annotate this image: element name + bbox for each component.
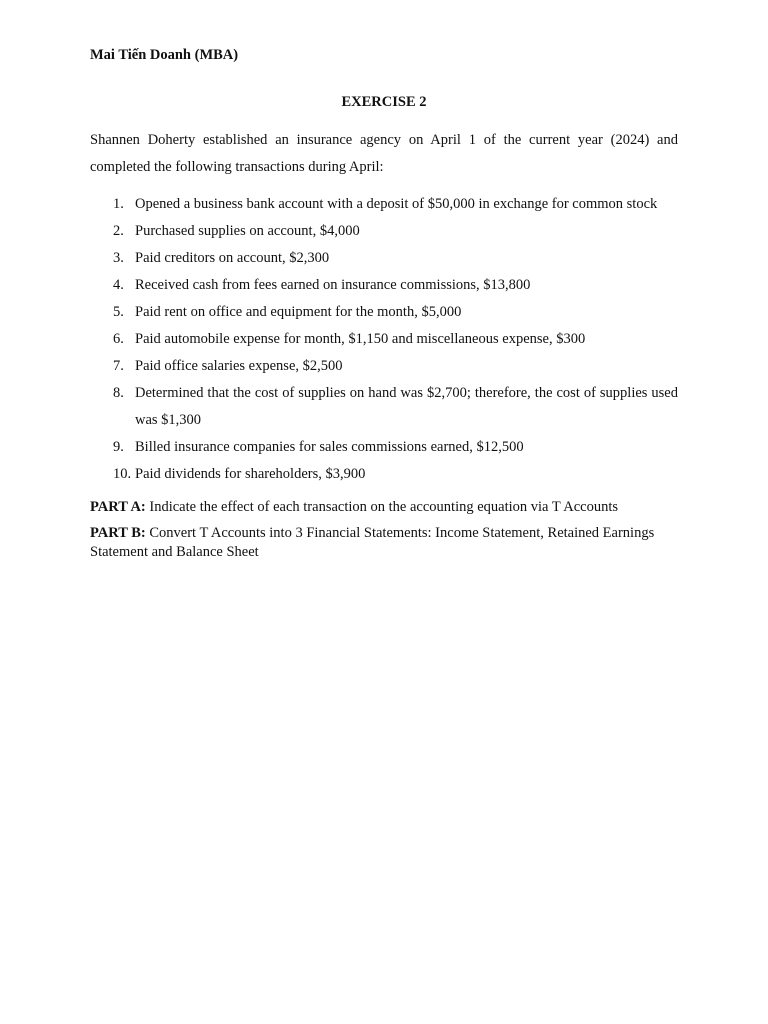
intro-paragraph: Shannen Doherty established an insurance agency on April 1 of the current year (2024) and completed the following transactions during April:: [90, 132, 678, 175]
list-item: [90, 380, 678, 434]
list-item-number: 7.: [113, 358, 124, 374]
list-item-text: Paid rent on office and equipment for the month, $5,000: [135, 304, 462, 320]
list-item-number: 4.: [113, 277, 124, 293]
list-item-text: Opened a business bank account with a deposit of $50,000 in exchange for common stock: [135, 196, 658, 212]
list-item: [90, 353, 678, 380]
list-item-text: Paid automobile expense for month, $1,150 and miscellaneous expense, $300: [135, 331, 586, 347]
list-item: [90, 434, 678, 461]
part-a-label: PART A:: [90, 499, 146, 515]
list-item: [90, 299, 678, 326]
list-item: [90, 326, 678, 353]
part-a-instruction: [90, 498, 678, 517]
part-b-text: Convert T Accounts into 3 Financial Statements: Income Statement, Retained Earnings Statement and Balance Sheet: [90, 525, 655, 560]
list-item-number: 8.: [113, 385, 124, 401]
list-item-number: 6.: [113, 331, 124, 347]
list-item-number: 2.: [113, 223, 124, 239]
part-a-text: Indicate the effect of each transaction on the accounting equation via T Accounts: [145, 499, 619, 515]
list-item-number: 1.: [113, 196, 124, 212]
document-page: [90, 45, 678, 562]
part-b-instruction: [90, 524, 678, 562]
list-item-text: Billed insurance companies for sales commissions earned, $12,500: [135, 439, 524, 455]
list-item-text: Paid dividends for shareholders, $3,900: [135, 466, 366, 482]
list-item-text: Received cash from fees earned on insurance commissions, $13,800: [135, 277, 531, 293]
list-item: [90, 245, 678, 272]
list-item: [90, 191, 678, 218]
list-item-number: 5.: [113, 304, 124, 320]
transaction-list: [90, 191, 678, 488]
list-item: [90, 272, 678, 299]
author-name: Mai Tiến Doanh (MBA): [90, 47, 239, 63]
exercise-title: EXERCISE 2: [341, 94, 427, 110]
list-item-text: Paid creditors on account, $2,300: [135, 250, 330, 266]
list-item-text: Determined that the cost of supplies on hand was $2,700; therefore, the cost of supplies used was $1,300: [135, 385, 678, 428]
list-item-text: Purchased supplies on account, $4,000: [135, 223, 360, 239]
part-b-label: PART B:: [90, 525, 146, 541]
list-item: [90, 461, 678, 488]
list-item-number: 10.: [113, 466, 132, 482]
list-item-number: 9.: [113, 439, 124, 455]
list-item: [90, 218, 678, 245]
list-item-number: 3.: [113, 250, 124, 266]
list-item-text: Paid office salaries expense, $2,500: [135, 358, 343, 374]
